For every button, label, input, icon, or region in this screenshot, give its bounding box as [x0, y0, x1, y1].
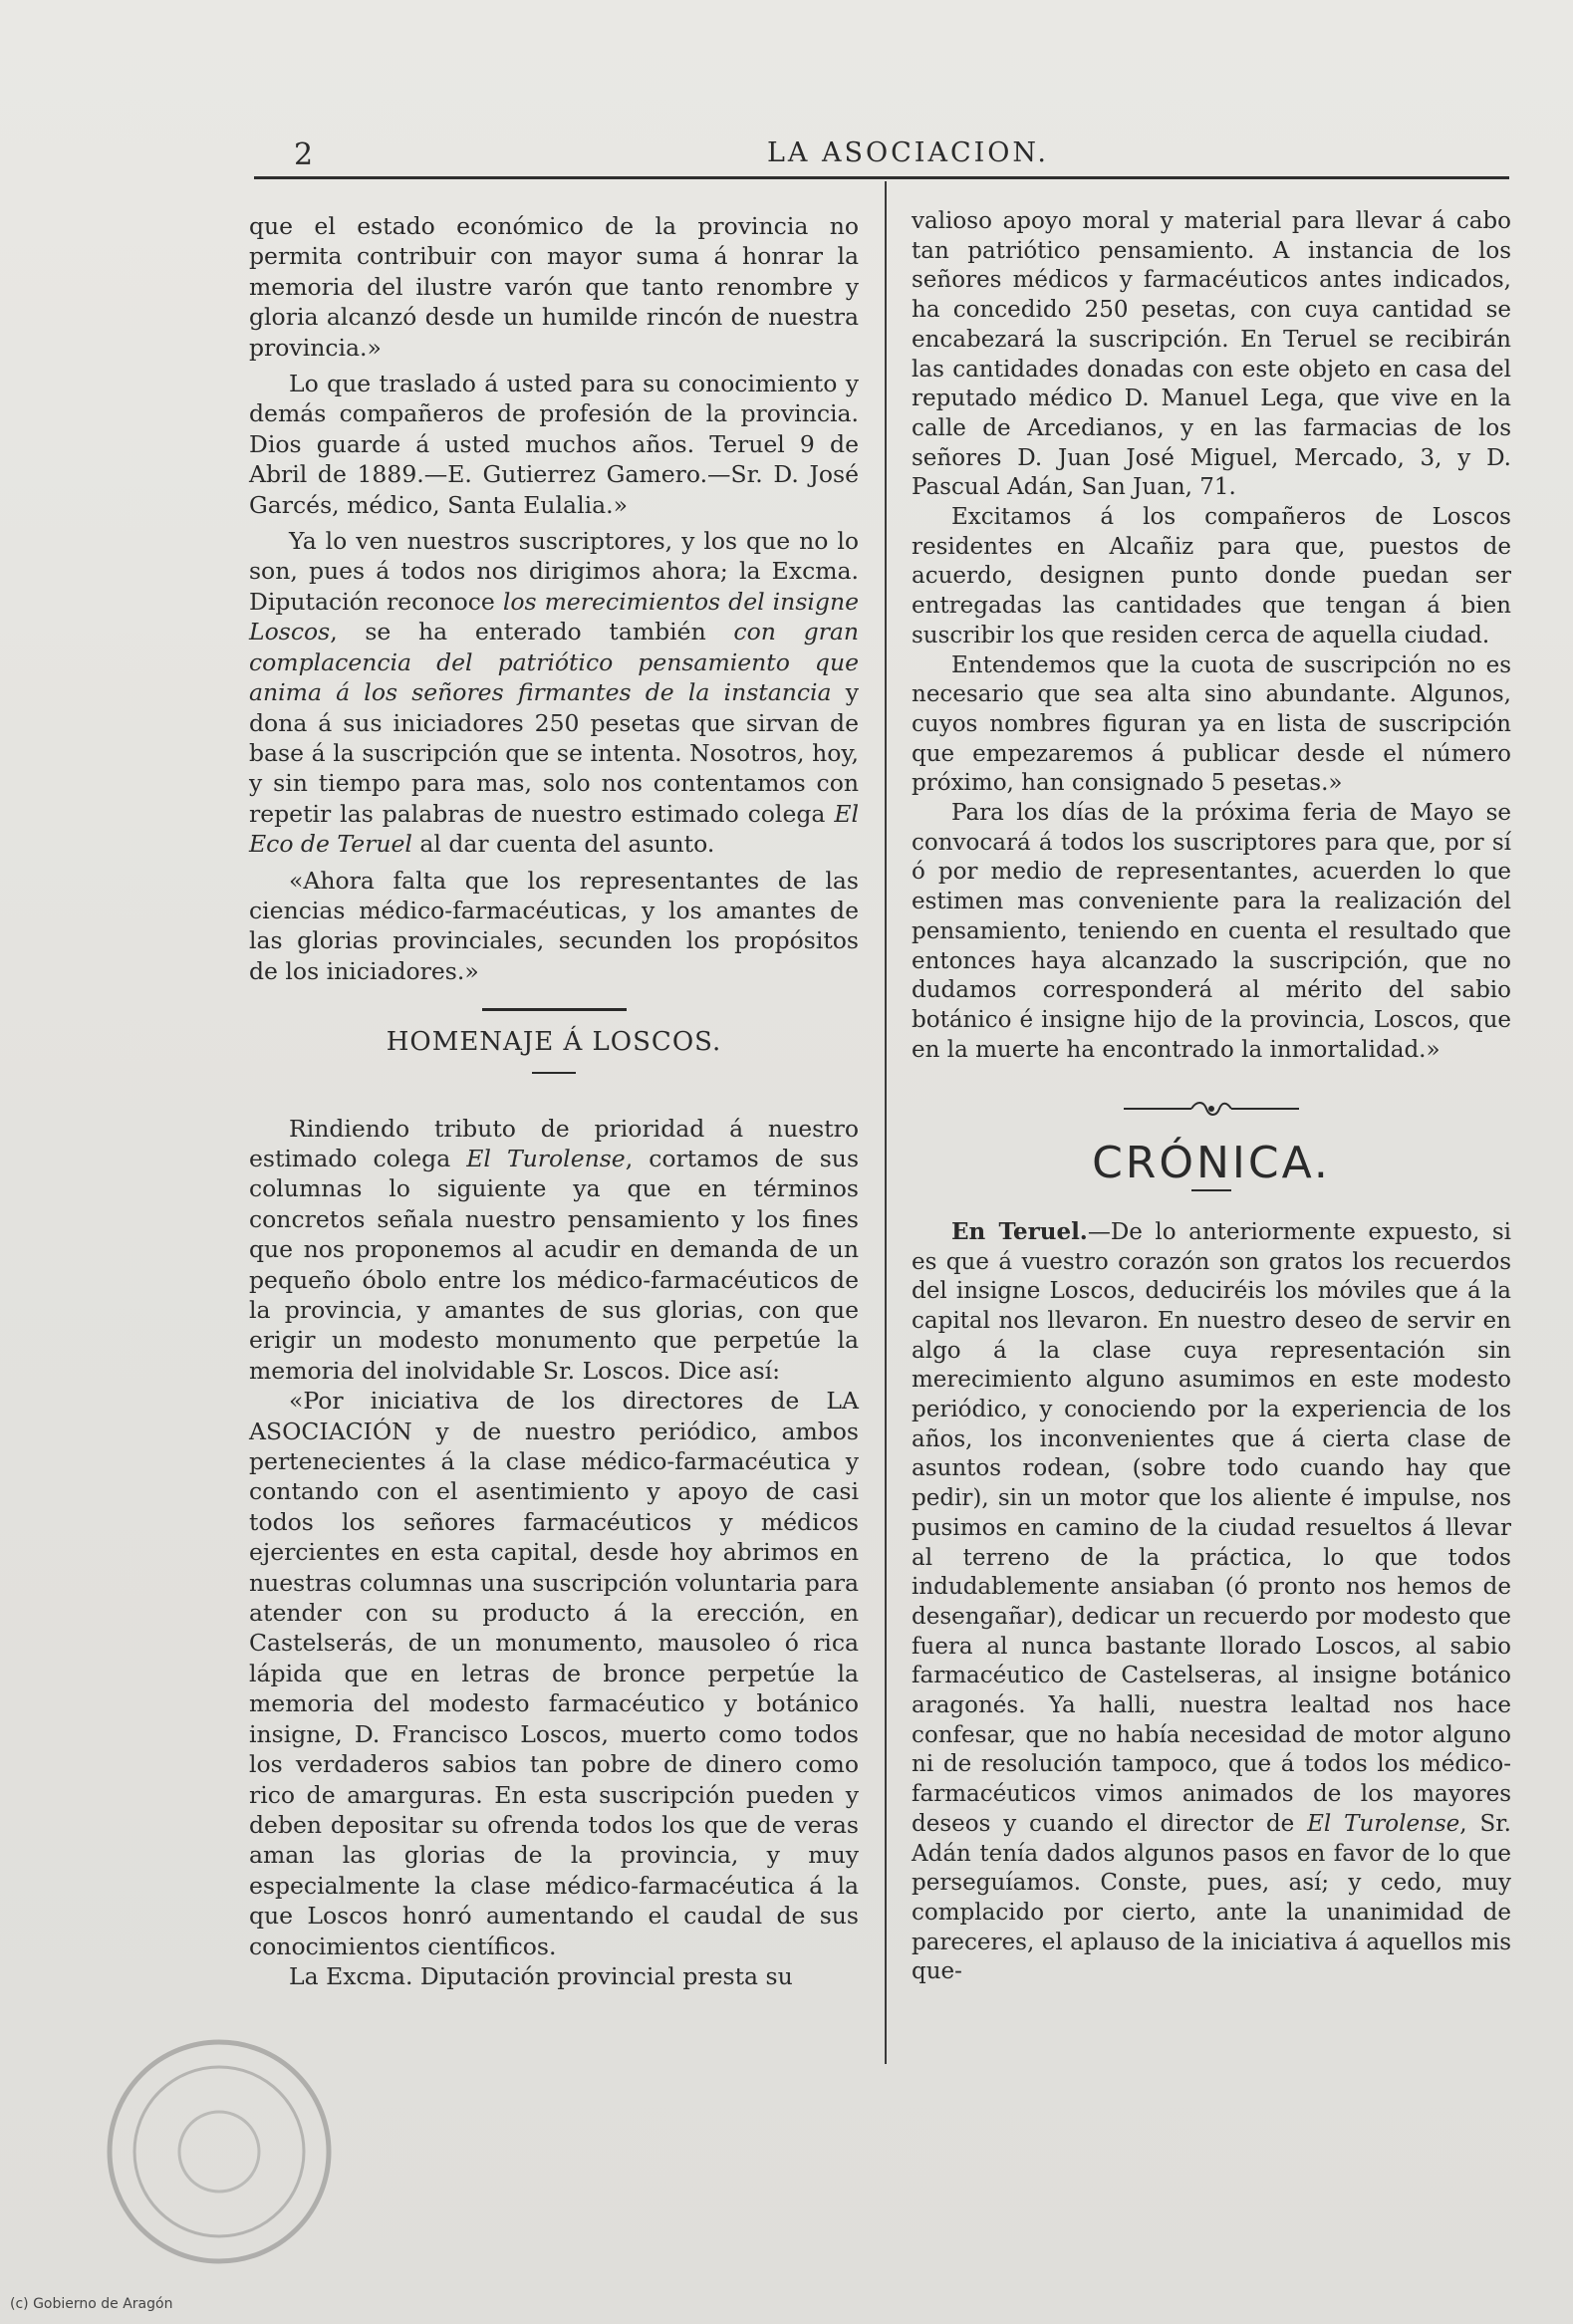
- right-paragraph-3: Entendemos que la cuota de suscripción no es necesario que sea alta sino abundante. Algunos, cuyos nombres figuran ya en lista de suscripción que empezaremos á publicar desde el número próximo, han consignado 5 pesetas.»: [912, 651, 1511, 797]
- left-paragraph-3: Ya lo ven nuestros suscriptores, y los que no lo son, pues á todos nos dirigimos ahora; la Excma. Diputación reconoce los merecimientos del insigne Loscos, se ha enterado también con gran complacencia del patriótico pensamiento que anima á los señores firmantes de la instancia y dona á sus iniciadores 250 pesetas que sirvan de base á la suscripción que se intenta. Nosotros, hoy, y sin tiempo para mas, solo nos contentamos con repetir las palabras de nuestro estimado colega El Eco de Teruel al dar cuenta del asunto.: [249, 527, 859, 859]
- copyright-watermark: (c) Gobierno de Aragón: [10, 2296, 173, 2312]
- left-paragraph-1: que el estado económico de la provincia no permita contribuir con mayor suma á honrar la memoria del ilustre varón que tanto renombre y gloria alcanzó desde un humilde rincón de nuestra provincia.»: [249, 212, 859, 362]
- left-paragraph-2: Lo que traslado á usted para su conocimiento y demás compañeros de profesión de la provincia. Dios guarde á usted muchos años. Teruel 9 de Abril de 1889.—E. Gutierrez Gamero.—Sr. D. José Garcés, médico, Santa Eulalia.»: [249, 370, 859, 519]
- cronica-heading: CRÓNICA.: [1092, 1138, 1331, 1189]
- right-column: [912, 207, 1511, 1987]
- heading-dash: [532, 1072, 576, 1074]
- left-paragraph-5: Rindiendo tributo de prioridad á nuestro estimado colega El Turolense, cortamos de sus columnas lo siguiente ya que en términos concretos señala nuestro pensamiento y los fines que nos proponemos al acudir en demanda de un pequeño óbolo entre los médico-farmacéuticos de la provincia, y amantes de sus glorias, con que erigir un modesto monumento que perpetúe la memoria del inolvidable Sr. Loscos. Dice así:: [249, 1114, 860, 1385]
- right-paragraph-5: En Teruel.—De lo anteriormente expuesto, si es que á vuestro corazón son gratos los recuerdos del insigne Loscos, deduciréis los móviles que á la capital nos llevaron. En nuestro deseo de servir en algo á la clase cuya representación sin merecimiento alguno asumimos en este modesto periódico, y conociendo por la experiencia de los años, los inconvenientes que á cierta clase de asuntos rodean, (sobre todo cuando hay que pedir), sin un motor que los aliente é impulse, nos pusimos en camino de la ciudad resueltos á llevar al terreno de la práctica, lo que todos indudablemente ansiaban (ó pronto nos hemos de desengañar), dedicar un recuerdo por modesto que fuera al nunca bastante llorado Loscos, al sabio farmacéutico de Castelseras, al insigne botánico aragonés. Ya halli, nuestra lealtad nos hace confesar, que no había necesidad de motor alguno ni de resolución tampoco, que á todos los médico-farmacéuticos vimos animados de los mayores deseos y cuando el director de El Turolense, Sr. Adán tenía dados algunos pasos en favor de lo que perseguíamos. Conste, pues, así; y cedo, muy complacido por cierto, ante la unanimidad de pareceres, el aplauso de la iniciativa á aquellos mis que-: [912, 1217, 1511, 1985]
- left-paragraph-7: La Excma. Diputación provincial presta su: [289, 1961, 793, 1990]
- library-stamp: [100, 2032, 339, 2271]
- section-heading-homenaje: HOMENAJE Á LOSCOS.: [386, 1027, 722, 1058]
- right-paragraph-1: valioso apoyo moral y material para llevar á cabo tan patriótico pensamiento. A instancia de los señores médicos y farmacéuticos antes indicados, ha concedido 250 pesetas, con cuya cantidad se encabezará la suscripción. En Teruel se recibirán las cantidades donadas con este objeto en casa del reputado médico D. Manuel Lega, que vive en la calle de Arcedianos, y en las farmacias de los señores D. Juan José Miguel, Mercado, 3, y D. Pascual Adán, San Juan, 71.: [912, 208, 1511, 501]
- left-paragraph-4: «Ahora falta que los representantes de las ciencias médico-farmacéuticas, y los amantes de las glorias provinciales, secunden los propósitos de los iniciadores.»: [249, 866, 859, 985]
- column-divider: [885, 181, 887, 2064]
- left-paragraph-6: «Por iniciativa de los directores de LA ASOCIACIÓN y de nuestro periódico, ambos pertenecientes á la clase médico-farmacéutica y contando con el asentimiento y apoyo de casi todos los señores farmacéuticos y médicos ejercientes en esta capital, desde hoy abrimos en nuestras columnas una suscripción voluntaria para atender con su producto á la erección, en Castelserás, de un monumento, mausoleo ó rica lápida que en letras de bronce perpetúe la memoria del modesto farmacéutico y botánico insigne, D. Francisco Loscos, muerto como todos los verdaderos sabios tan pobre de dinero como rico de amarguras. En esta suscripción pueden y deben depositar su ofrenda todos los que de veras aman las glorias de la provincia, y muy especialmente la clase médico-farmacéutica á la que Loscos honró aumentando el caudal de sus conocimientos científicos.: [249, 1387, 859, 1960]
- right-paragraph-4: Para los días de la próxima feria de Mayo se convocará á todos los suscriptores para que, por sí ó por medio de representantes, acuerden lo que estimen mas conveniente para la realización del pensamiento, teniendo en cuenta el resultado que entonces haya alcanzado la suscripción, que no dudamos corresponderá al mérito del sabio botánico é insigne hijo de la provincia, Loscos, que en la muerte ha encontrado la inmortalidad.»: [912, 800, 1511, 1063]
- publication-title: LA ASOCIACION.: [767, 137, 1049, 168]
- ornament-flourish: [912, 1097, 1511, 1119]
- page-header: [254, 135, 1509, 175]
- header-rule: [254, 176, 1509, 179]
- right-paragraph-2: Excitamos á los compañeros de Loscos residentes en Alcañiz para que, puestos de acuerdo, designen punto donde puedan ser entregadas las cantidades que tengan á bien suscribir los que residen cerca de aquella ciudad.: [912, 504, 1511, 648]
- page-number: 2: [294, 137, 314, 172]
- left-column: [249, 211, 859, 1991]
- cronica-dash: [1191, 1189, 1231, 1191]
- section-separator: [482, 1008, 627, 1011]
